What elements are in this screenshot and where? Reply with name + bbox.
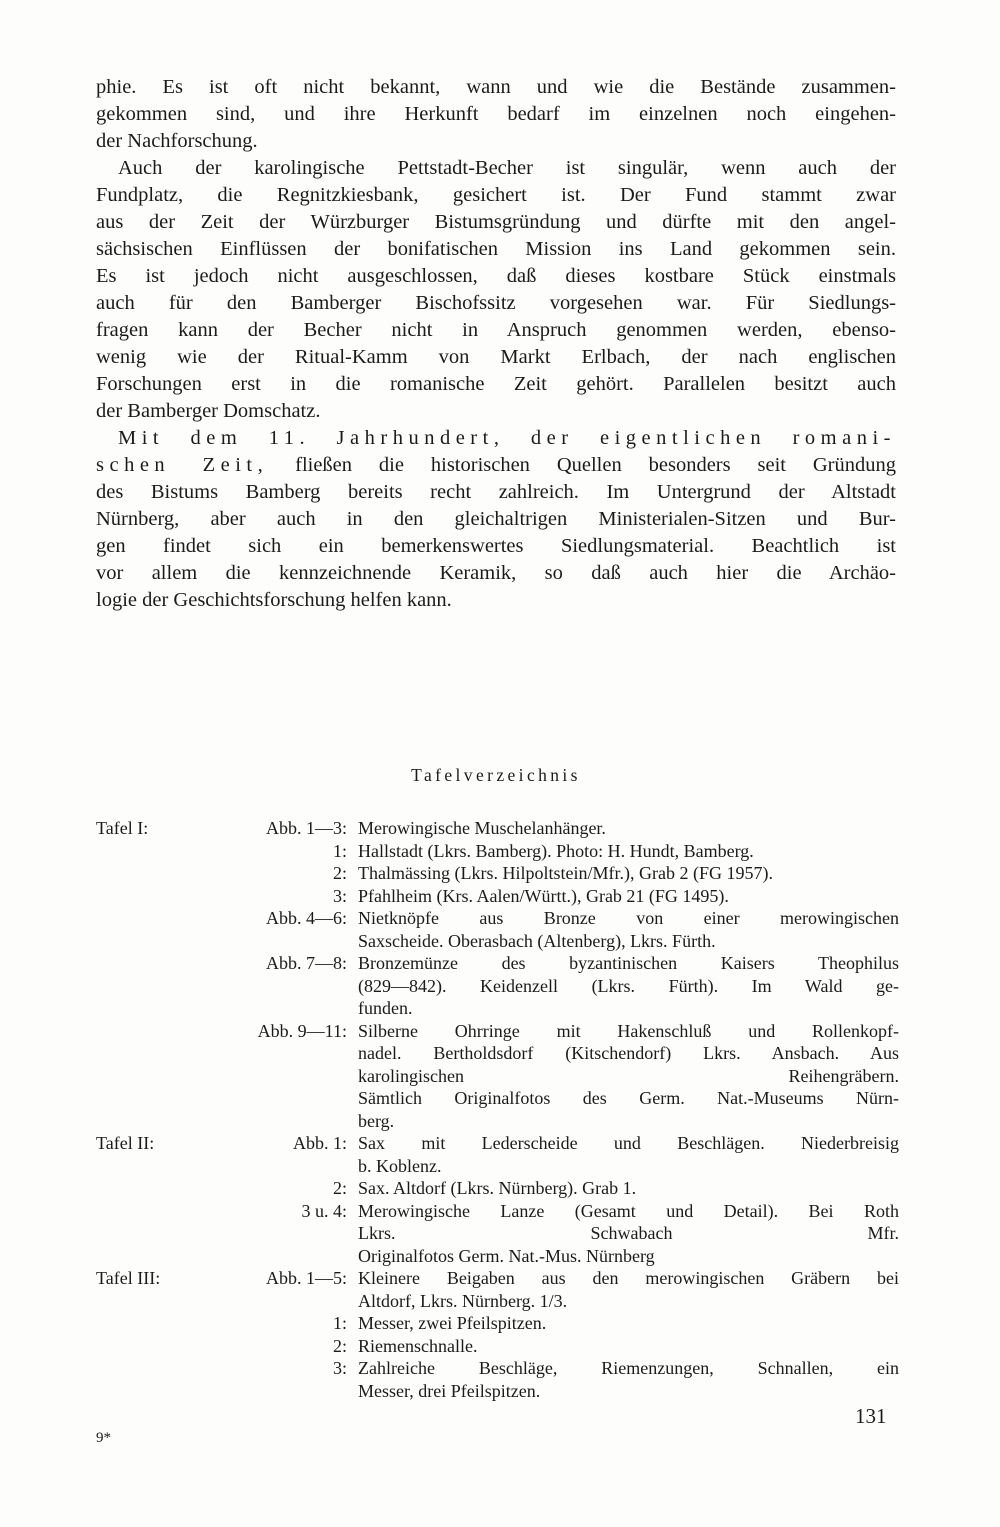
figure-number: 2: bbox=[332, 863, 347, 883]
text-line: Es ist jedoch nicht ausgeschlossen, daß dieses kostbare Stück einstmals bbox=[96, 265, 896, 287]
text-line: gen findet sich ein bemerkenswertes Siedlungsmaterial. Beachtlich ist bbox=[96, 535, 896, 557]
text-line: phie. Es ist oft nicht bekannt, wann und wie die Bestände zusammen- bbox=[96, 76, 896, 98]
figure-number: Abb. 7—8: bbox=[266, 953, 347, 973]
plate-entry bbox=[96, 885, 906, 908]
figure-description bbox=[358, 817, 899, 840]
figure-description bbox=[358, 1020, 899, 1133]
plate-label: Tafel II: bbox=[96, 1133, 155, 1153]
page-number: 131 bbox=[855, 1404, 887, 1428]
description-line: Hallstadt (Lkrs. Bamberg). Photo: H. Hundt, Bamberg. bbox=[358, 840, 754, 861]
description-line: b. Koblenz. bbox=[358, 1155, 442, 1176]
figure-description bbox=[358, 840, 899, 863]
description-line: Bronzemünze des byzantinischen Kaisers Theophilus bbox=[358, 953, 899, 973]
description-line: Silberne Ohrringe mit Hakenschluß und Rollenkopf- bbox=[358, 1020, 899, 1041]
figure-number: 2: bbox=[332, 1178, 347, 1198]
figure-number: Abb. 4—6: bbox=[266, 908, 347, 928]
figure-number: 2: bbox=[332, 1335, 347, 1356]
plate-entry bbox=[96, 817, 906, 840]
figure-description bbox=[358, 952, 899, 1020]
description-line: Sax. Altdorf (Lkrs. Nürnberg). Grab 1. bbox=[358, 1178, 637, 1198]
description-line: funden. bbox=[358, 998, 413, 1018]
plate-entry bbox=[96, 1335, 906, 1358]
paragraph-3-line-2 bbox=[96, 452, 896, 479]
description-line: Sax mit Lederscheide und Beschlägen. Niederbreisig bbox=[358, 1133, 899, 1153]
figure-number: 3: bbox=[332, 885, 347, 906]
plate-list bbox=[96, 817, 906, 1402]
description-line: Riemenschnalle. bbox=[358, 1335, 478, 1356]
plate-label: Tafel III: bbox=[96, 1268, 161, 1288]
description-line: Messer, drei Pfeilspitzen. bbox=[358, 1380, 541, 1401]
figure-description bbox=[358, 1357, 899, 1402]
figure-description bbox=[358, 1267, 899, 1312]
paragraph-3-spaced-words: schen Zeit, bbox=[96, 454, 269, 476]
figure-number: 1: bbox=[332, 840, 347, 861]
description-line: berg. bbox=[358, 1110, 395, 1131]
description-line: Originalfotos Germ. Nat.-Mus. Nürnberg bbox=[358, 1245, 655, 1266]
description-line: Thalmässing (Lkrs. Hilpoltstein/Mfr.), Grab 2 (FG 1957). bbox=[358, 863, 773, 883]
signature-mark: 9* bbox=[96, 1430, 111, 1446]
figure-description bbox=[358, 1335, 899, 1358]
text-line: vor allem die kennzeichnende Keramik, so daß auch hier die Archäo- bbox=[96, 562, 896, 584]
text-line: aus der Zeit der Würzburger Bistumsgründung und dürfte mit den angel- bbox=[96, 211, 896, 233]
section-heading: Tafelverzeichnis bbox=[411, 765, 581, 785]
plate-entry bbox=[96, 952, 906, 1020]
description-line: Saxscheide. Oberasbach (Altenberg), Lkrs. Fürth. bbox=[358, 930, 716, 951]
plate-entry bbox=[96, 1132, 906, 1177]
figure-description bbox=[358, 907, 899, 952]
plate-entry bbox=[96, 1177, 906, 1200]
plate-entry bbox=[96, 907, 906, 952]
paragraph-3-spaced-line: Mit dem 11. Jahrhundert, der eigentlichen romani- bbox=[118, 427, 896, 449]
paragraph-1 bbox=[96, 74, 896, 155]
paragraph-3-line-2-rest: fließen die historischen Quellen besonders seit Gründung bbox=[268, 454, 896, 476]
description-line: nadel. Bertholdsdorf (Kitschendorf) Lkrs. Ansbach. Aus bbox=[358, 1043, 899, 1063]
text-line: sächsischen Einflüssen der bonifatischen Mission ins Land gekommen sein. bbox=[96, 238, 896, 260]
description-line: Sämtlich Originalfotos des Germ. Nat.-Museums Nürn- bbox=[358, 1088, 899, 1108]
text-line: fragen kann der Becher nicht in Anspruch genommen werden, ebenso- bbox=[96, 319, 896, 341]
text-line: auch für den Bamberger Bischofssitz vorgesehen war. Für Siedlungs- bbox=[96, 292, 896, 314]
body-text bbox=[96, 74, 896, 614]
description-line: Kleinere Beigaben aus den merowingischen Gräbern bei bbox=[358, 1268, 899, 1288]
figure-description bbox=[358, 1132, 899, 1177]
plate-entry bbox=[96, 1312, 906, 1335]
plate-entry bbox=[96, 1020, 906, 1133]
paragraph-2 bbox=[96, 155, 896, 425]
text-line: gekommen sind, und ihre Herkunft bedarf im einzelnen noch eingehen- bbox=[96, 103, 896, 125]
plate-entry bbox=[96, 1357, 906, 1402]
figure-description bbox=[358, 1312, 899, 1335]
description-line: Nietknöpfe aus Bronze von einer merowingischen bbox=[358, 908, 899, 928]
figure-number: Abb. 1: bbox=[293, 1133, 347, 1153]
figure-number: Abb. 1—5: bbox=[266, 1268, 347, 1288]
description-line: Zahlreiche Beschläge, Riemenzungen, Schnallen, ein bbox=[358, 1358, 899, 1378]
text-line: wenig wie der Ritual-Kamm von Markt Erlbach, der nach englischen bbox=[96, 346, 896, 368]
description-line: karolingischen Reihengräbern. bbox=[358, 1065, 899, 1086]
text-line: des Bistums Bamberg bereits recht zahlreich. Im Untergrund der Altstadt bbox=[96, 481, 896, 503]
description-line: Pfahlheim (Krs. Aalen/Württ.), Grab 21 (FG 1495). bbox=[358, 885, 729, 906]
figure-number: 1: bbox=[332, 1313, 347, 1333]
figure-number: 3: bbox=[332, 1358, 347, 1378]
text-line: Fundplatz, die Regnitzkiesbank, gesichert ist. Der Fund stammt zwar bbox=[96, 184, 896, 206]
description-line: Messer, zwei Pfeilspitzen. bbox=[358, 1313, 547, 1333]
plate-entry bbox=[96, 862, 906, 885]
figure-number: 3 u. 4: bbox=[301, 1200, 347, 1221]
text-line: der Nachforschung. bbox=[96, 130, 258, 152]
text-line: Auch der karolingische Pettstadt-Becher ist singulär, wenn auch der bbox=[118, 157, 896, 179]
description-line: Merowingische Lanze (Gesamt und Detail). Bei Roth bbox=[358, 1200, 899, 1221]
figure-description bbox=[358, 862, 899, 885]
paragraph-3 bbox=[96, 425, 896, 614]
figure-number: Abb. 9—11: bbox=[257, 1020, 347, 1041]
plate-entry bbox=[96, 840, 906, 863]
text-line: der Bamberger Domschatz. bbox=[96, 400, 321, 422]
plate-label: Tafel I: bbox=[96, 818, 149, 838]
description-line: Lkrs. Schwabach Mfr. bbox=[358, 1223, 899, 1243]
text-line: Nürnberg, aber auch in den gleichaltrigen Ministerialen-Sitzen und Bur- bbox=[96, 508, 896, 530]
plate-entry bbox=[96, 1267, 906, 1312]
paragraph-3-rest bbox=[96, 479, 896, 614]
figure-description bbox=[358, 885, 899, 908]
plate-entry bbox=[96, 1200, 906, 1268]
description-line: (829—842). Keidenzell (Lkrs. Fürth). Im Wald ge- bbox=[358, 975, 899, 996]
description-line: Merowingische Muschelanhänger. bbox=[358, 818, 606, 838]
text-line: logie der Geschichtsforschung helfen kann. bbox=[96, 589, 452, 611]
figure-number: Abb. 1—3: bbox=[266, 818, 347, 838]
figure-description bbox=[358, 1200, 899, 1268]
text-line: Forschungen erst in die romanische Zeit gehört. Parallelen besitzt auch bbox=[96, 373, 896, 395]
description-line: Altdorf, Lkrs. Nürnberg. 1/3. bbox=[358, 1290, 568, 1311]
figure-description bbox=[358, 1177, 899, 1200]
